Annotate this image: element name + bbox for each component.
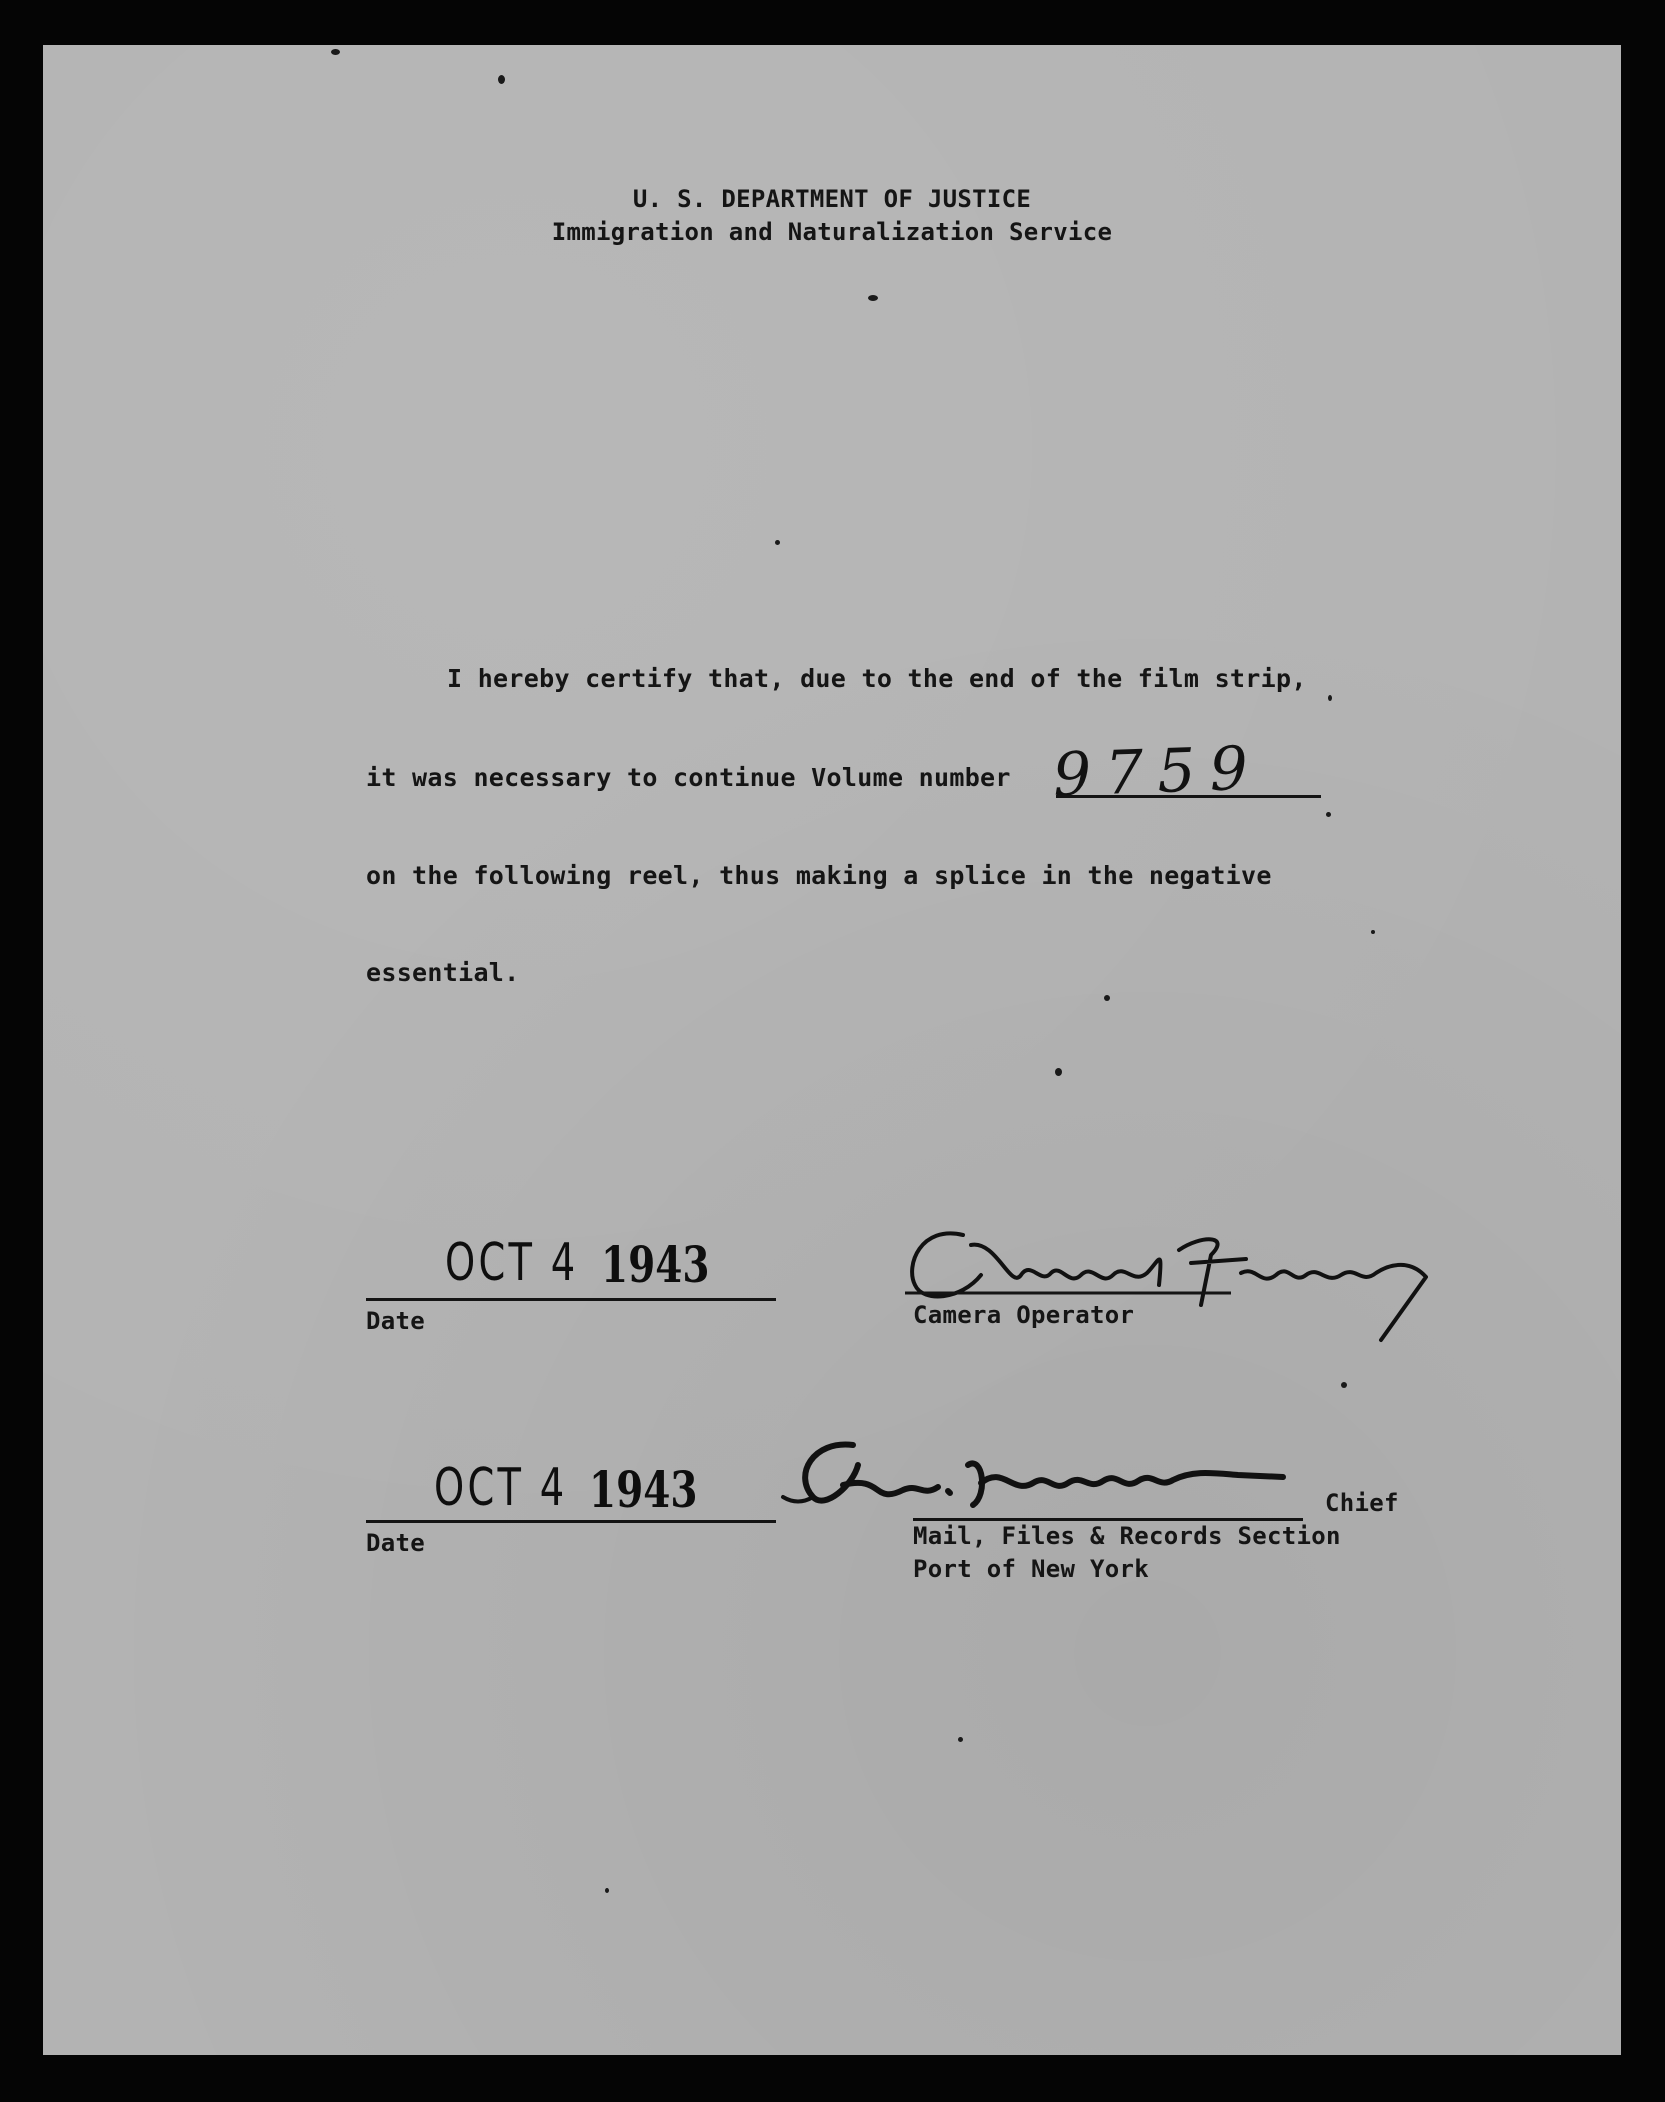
dust-speck (1328, 695, 1332, 701)
dust-speck (775, 540, 780, 545)
date-stamp-year-operator: 1943 (601, 1235, 710, 1294)
date-stamp-year-chief: 1943 (589, 1460, 698, 1519)
certification-line-4: essential. (366, 958, 520, 987)
date-label-chief: Date (366, 1529, 425, 1557)
dust-speck (868, 295, 878, 301)
dust-speck (498, 75, 505, 84)
date-label-operator: Date (366, 1307, 425, 1335)
chief-title: Chief (1325, 1489, 1399, 1517)
dust-speck (605, 1888, 609, 1893)
agency-heading: U. S. DEPARTMENT OF JUSTICE (632, 185, 1032, 213)
date-stamp-operator: OCT 4 (445, 1233, 579, 1293)
certification-line-3: on the following reel, thus making a splice in the negative (366, 861, 1272, 890)
certification-line-1: I hereby certify that, due to the end of the film strip, (447, 664, 1307, 693)
volume-number-handwritten: 9759 (1051, 733, 1263, 811)
chief-section-label: Mail, Files & Records Section (913, 1522, 1341, 1550)
period-mark (1326, 812, 1331, 817)
date-stamp-chief: OCT 4 (434, 1458, 568, 1518)
dust-speck (1341, 1382, 1347, 1388)
date-line-operator (366, 1298, 776, 1301)
dust-speck (1104, 995, 1110, 1001)
dust-speck (331, 49, 340, 55)
chief-port-label: Port of New York (913, 1555, 1149, 1583)
date-line-chief (366, 1520, 776, 1523)
dust-speck (1055, 1068, 1062, 1076)
dust-speck (958, 1737, 963, 1742)
document-page (43, 45, 1621, 2055)
service-heading: Immigration and Naturalization Service (551, 218, 1113, 246)
volume-number-rule (1056, 795, 1321, 798)
camera-operator-label: Camera Operator (913, 1301, 1135, 1329)
certification-line-2: it was necessary to continue Volume number (366, 763, 1011, 792)
chief-signature-line (913, 1518, 1303, 1521)
dust-speck (1371, 930, 1375, 934)
